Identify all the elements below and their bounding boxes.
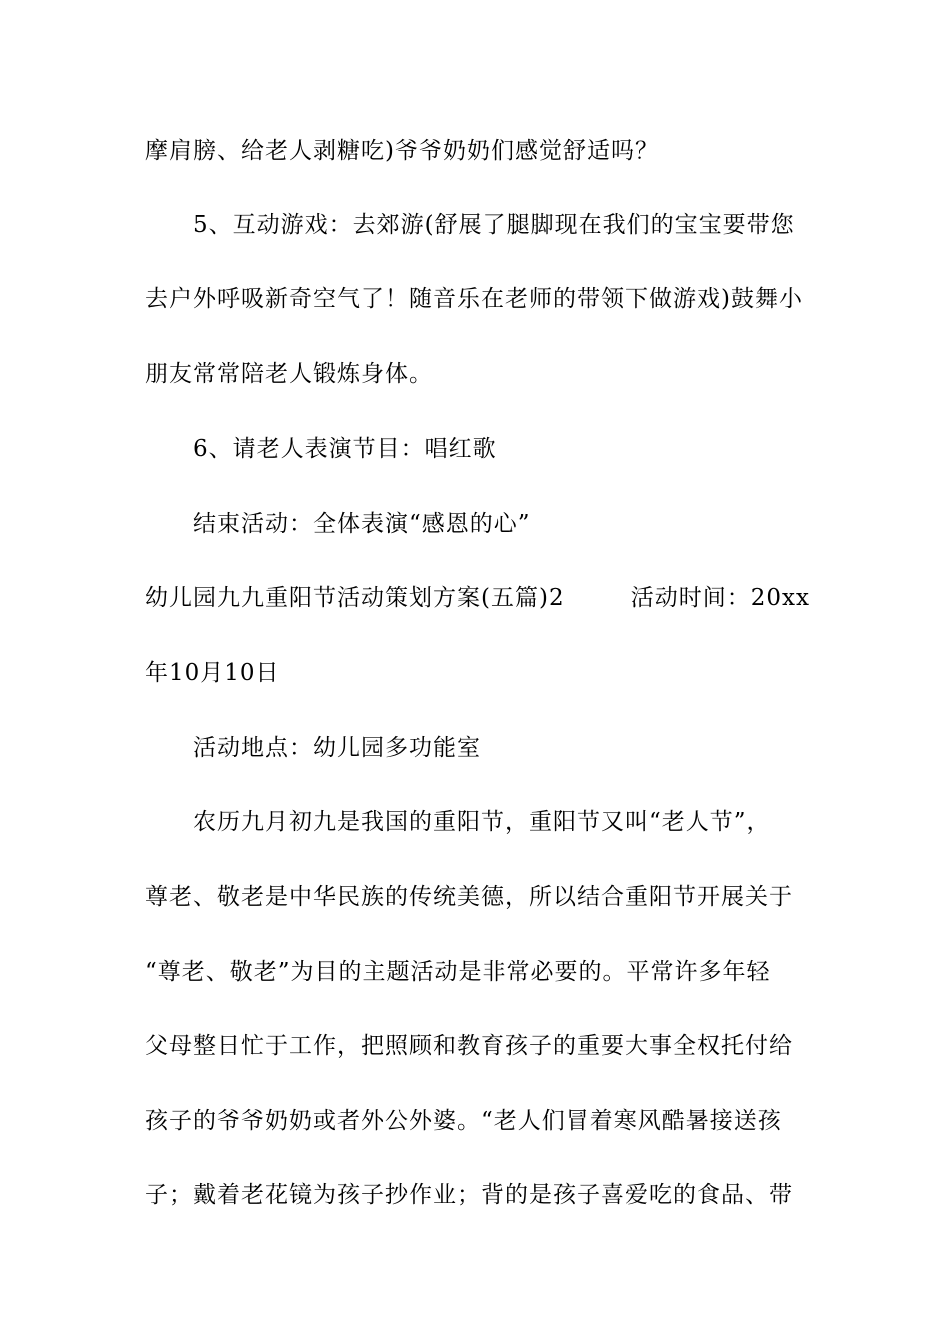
text-line: 6、请老人表演节目：唱红歌: [193, 436, 497, 462]
text-line: 子；戴着老花镜为孩子抄作业；背的是孩子喜爱吃的食品、带: [145, 1182, 793, 1208]
text-line: 父母整日忙于工作，把照顾和教育孩子的重要大事全权托付给: [145, 1033, 793, 1059]
text-line: 5、互动游戏：去郊游(舒展了腿脚现在我们的宝宝要带您: [193, 212, 795, 238]
text-line: 结束活动：全体表演“感恩的心”: [193, 511, 531, 537]
section-heading-line: [145, 578, 810, 618]
text-line: 活动地点：幼儿园多功能室: [193, 735, 481, 761]
text-line: 孩子的爷爷奶奶或者外公外婆。“老人们冒着寒风酷暑接送孩: [145, 1108, 782, 1134]
text-line: 年10月10日: [145, 660, 280, 686]
text-line: 摩肩膀、给老人剥糖吃)爷爷奶奶们感觉舒适吗？: [145, 138, 659, 164]
text-line: “尊老、敬老”为目的主题活动是非常必要的。平常许多年轻: [145, 959, 771, 985]
activity-time-label: 活动时间：20xx: [630, 585, 810, 611]
text-line: 朋友常常陪老人锻炼身体。: [145, 361, 433, 387]
text-line: 农历九月初九是我国的重阳节，重阳节又叫“老人节”，: [193, 809, 771, 835]
text-line: 尊老、敬老是中华民族的传统美德，所以结合重阳节开展关于: [145, 884, 793, 910]
text-line: 去户外呼吸新奇空气了！随音乐在老师的带领下做游戏)鼓舞小: [145, 286, 803, 312]
section-title: 幼儿园九九重阳节活动策划方案(五篇)2: [145, 585, 565, 611]
